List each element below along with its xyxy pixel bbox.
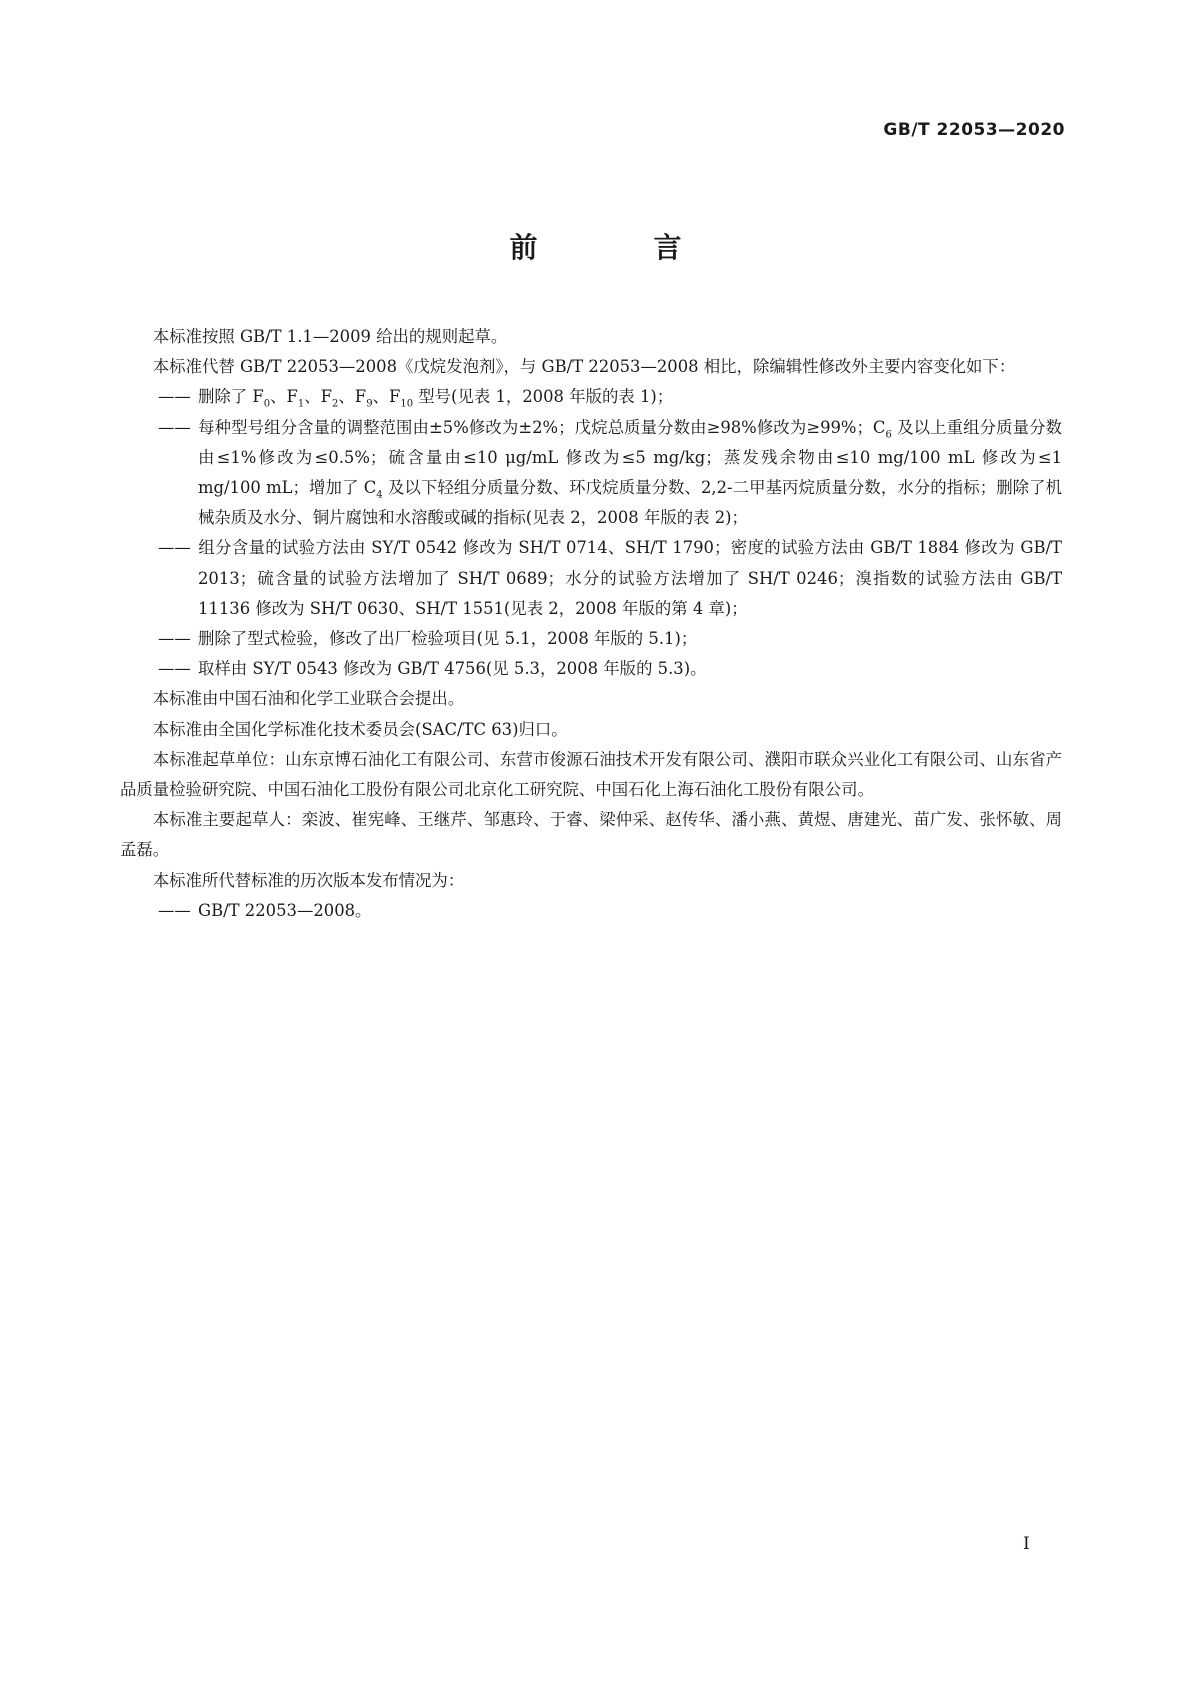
change-item-indicators: —— 每种型号组分含量的调整范围由±5%修改为±2%；戊烷总质量分数由≥98%修改为≥99%；$C_6$ 及以上重组分质量分数由≤1%修改为≤0.5%；硫含量由≤10 μg/mL 修改为≤5 mg/kg；蒸发残余物由≤10 mg/100 mL 修改为≤1 mg/100 mL；增加了 $C_4$ 及以下轻组分质量分数、环戊烷质量分数、2,2-二甲基丙烷质量分数，水分的指标；删除了机械杂质及水分、铜片腐蚀和水溶酸或碱的指标(见表 2，2008 年版的表 2)； — [120, 413, 1062, 534]
paragraph-drafting-units: 本标准起草单位：山东京博石油化工有限公司、东营市俊源石油技术开发有限公司、濮阳市联众兴业化工有限公司、山东省产品质量检验研究院、中国石油化工股份有限公司北京化工研究院、中国石化上海石油化工股份有限公司。 — [120, 749, 1062, 800]
dash: —— — [158, 417, 191, 437]
paragraph-proposed-by: 本标准由中国石油和化学工业联合会提出。 — [152, 689, 465, 709]
dash: —— — [158, 900, 191, 920]
change-item-inspection: —— 删除了型式检验，修改了出厂检验项目(见 5.1，2008 年版的 5.1)； — [120, 624, 1062, 654]
previous-version-item: —— GB/T 22053—2008。 — [120, 896, 1062, 926]
standard-code: GB/T 22053—2020 — [883, 120, 1065, 140]
page-title: 前 言 — [509, 231, 726, 264]
dash: —— — [158, 629, 191, 649]
change-item-test-methods: —— 组分含量的试验方法由 SY/T 0542 修改为 SH/T 0714、SH/T 1790；密度的试验方法由 GB/T 1884 修改为 GB/T 2013；硫含量的试验方法增加了 SH/T 0689；水分的试验方法增加了 SH/T 0246；溴指数的试验方法由 GB/T 11136 修改为 SH/T 0630、SH/T 1551(见表 2，2008 年版的第 4 章)； — [120, 533, 1062, 624]
dash: —— — [158, 538, 191, 558]
change-item-models: —— 删除了 $F_0$、$F_1$、$F_2$、$F_9$、$F_{10}$ 型号(见表 1，2008 年版的表 1)； — [120, 382, 1062, 412]
document-body — [120, 322, 1062, 926]
paragraph-drafters: 本标准主要起草人：栾波、崔宪峰、王继芹、邹惠玲、于睿、梁仲采、赵传华、潘小燕、黄煜、唐建光、苗广发、张怀敏、周孟磊。 — [120, 810, 1062, 860]
change-item-sampling: —— 取样由 SY/T 0543 修改为 GB/T 4756(见 5.3，2008 年版的 5.3)。 — [120, 654, 1062, 684]
dash: —— — [158, 387, 191, 407]
page-number: I — [1023, 1534, 1030, 1554]
paragraph-previous-versions: 本标准所代替标准的历次版本发布情况为： — [152, 870, 465, 890]
dash: —— — [158, 659, 191, 679]
paragraph-drafting-rules: 本标准按照 GB/T 1.1—2009 给出的规则起草。 — [152, 327, 508, 346]
paragraph-centralized-by: 本标准由全国化学标准化技术委员会(SAC/TC 63)归口。 — [152, 719, 568, 739]
paragraph-replacement: 本标准代替 GB/T 22053—2008《戊烷发泡剂》，与 GB/T 22053—2008 相比，除编辑性修改外主要内容变化如下： — [152, 357, 1016, 377]
